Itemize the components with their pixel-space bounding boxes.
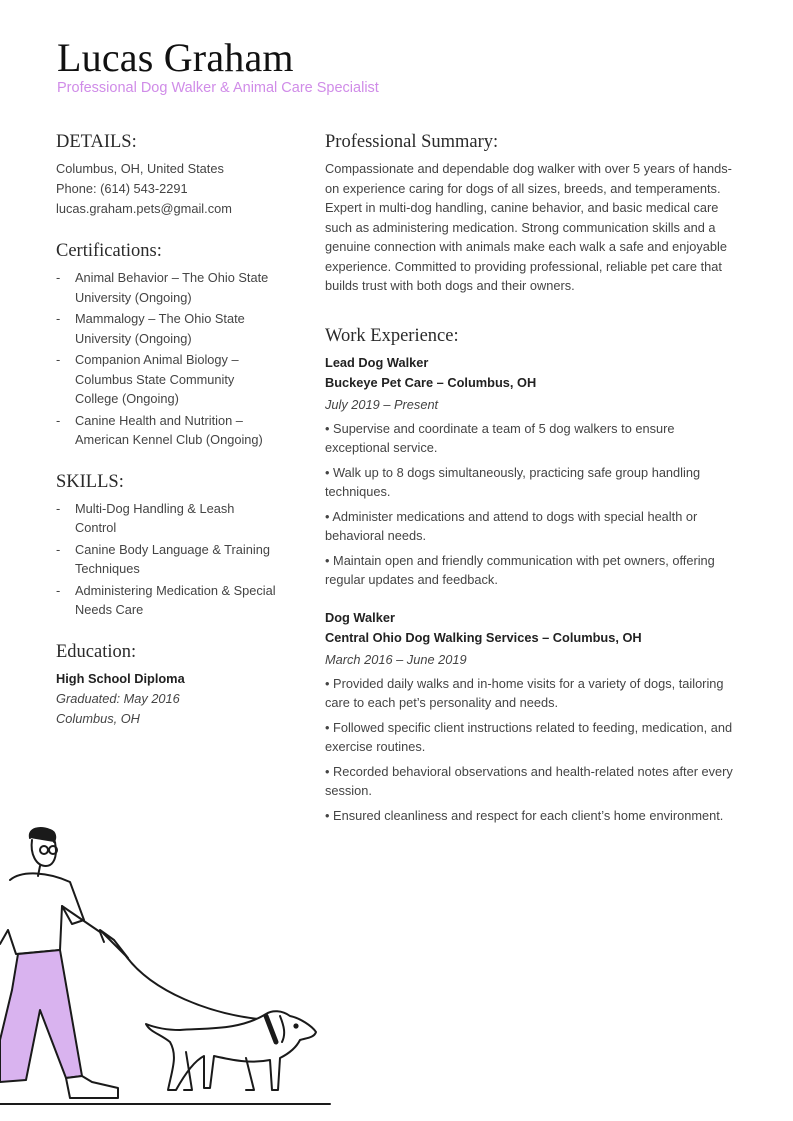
person-icon: [0, 828, 128, 1098]
job-dates: July 2019 – Present: [325, 396, 439, 412]
job-company: Buckeye Pet Care – Columbus, OH: [325, 374, 537, 390]
job-entry: [325, 608, 735, 826]
job-role: Lead Dog Walker: [325, 354, 429, 370]
certification-item: - Canine Health and Nutrition – American Kennel Club (Ongoing): [56, 411, 276, 450]
skills-list: [56, 499, 276, 620]
skills-section: [56, 472, 276, 620]
certification-item: - Animal Behavior – The Ohio State University (Ongoing): [56, 268, 276, 307]
job-entry: [325, 353, 735, 590]
certifications-section: [56, 241, 276, 450]
left-column: [56, 132, 276, 751]
job-bullet: • Recorded behavioral observations and health-related notes after every session.: [325, 763, 733, 798]
summary-heading: Professional Summary:: [325, 132, 499, 152]
job-bullet: • Supervise and coordinate a team of 5 dog walkers to ensure exceptional service.: [325, 420, 675, 455]
job-bullet: • Maintain open and friendly communication with pet owners, offering regular updates and feedback.: [325, 552, 715, 587]
skills-heading: SKILLS:: [56, 471, 124, 492]
education-location: Columbus, OH: [56, 710, 140, 726]
skill-item: - Multi-Dog Handling & Leash Control: [56, 499, 276, 538]
education-graduated: Graduated: May 2016: [56, 690, 180, 706]
leash-line: [126, 956, 270, 1020]
summary-text: Compassionate and dependable dog walker with over 5 years of hands-on experience caring for dogs of all sizes, breeds, and temperaments. Expert in multi-dog handling, canine behavior, and basic medical care such as administering medication. Strong communication skills and a genuine connection with animals make each walk a safe and enjoyable experience. Committed to providing professional, reliable pet care that builds trust with both dogs and their owners.: [325, 161, 732, 293]
candidate-name: Lucas Graham: [57, 35, 294, 80]
education-heading: Education:: [56, 641, 137, 662]
skill-item: - Administering Medication & Special Needs Care: [56, 581, 276, 620]
details-location: Columbus, OH, United States: [56, 161, 224, 176]
certifications-heading: Certifications:: [56, 241, 162, 261]
summary-section: [325, 132, 735, 296]
right-column: [325, 132, 735, 847]
job-bullet: • Administer medications and attend to dogs with special health or behavioral needs.: [325, 508, 698, 543]
dog-walker-illustration: [0, 820, 340, 1120]
certifications-list: [56, 268, 276, 450]
certification-item: - Mammalogy – The Ohio State University (Ongoing): [56, 309, 276, 348]
job-bullet: • Ensured cleanliness and respect for each client’s home environment.: [325, 807, 724, 823]
certification-item: - Companion Animal Biology – Columbus State Community College (Ongoing): [56, 350, 276, 409]
skill-item: - Canine Body Language & Training Techniques: [56, 540, 276, 579]
experience-heading: Work Experience:: [325, 325, 459, 346]
job-company: Central Ohio Dog Walking Services – Columbus, OH: [325, 629, 642, 645]
details-section: [56, 132, 276, 219]
education-degree: High School Diploma: [56, 670, 185, 686]
details-email: lucas.graham.pets@gmail.com: [56, 201, 232, 216]
candidate-title: Professional Dog Walker & Animal Care Specialist: [57, 80, 379, 96]
job-bullet: • Provided daily walks and in-home visits for a variety of dogs, tailoring care to each pet’s personality and needs.: [325, 675, 724, 710]
experience-section: [325, 326, 735, 826]
dog-icon: [146, 1011, 316, 1090]
job-bullet: • Walk up to 8 dogs simultaneously, practicing safe group handling techniques.: [325, 464, 701, 499]
details-phone: Phone: (614) 543-2291: [56, 181, 188, 196]
job-dates: March 2016 – June 2019: [325, 651, 467, 667]
details-heading: DETAILS:: [56, 132, 137, 152]
job-role: Dog Walker: [325, 609, 395, 625]
job-bullet: • Followed specific client instructions related to feeding, medication, and exercise routines.: [325, 719, 733, 754]
education-section: [56, 642, 276, 729]
